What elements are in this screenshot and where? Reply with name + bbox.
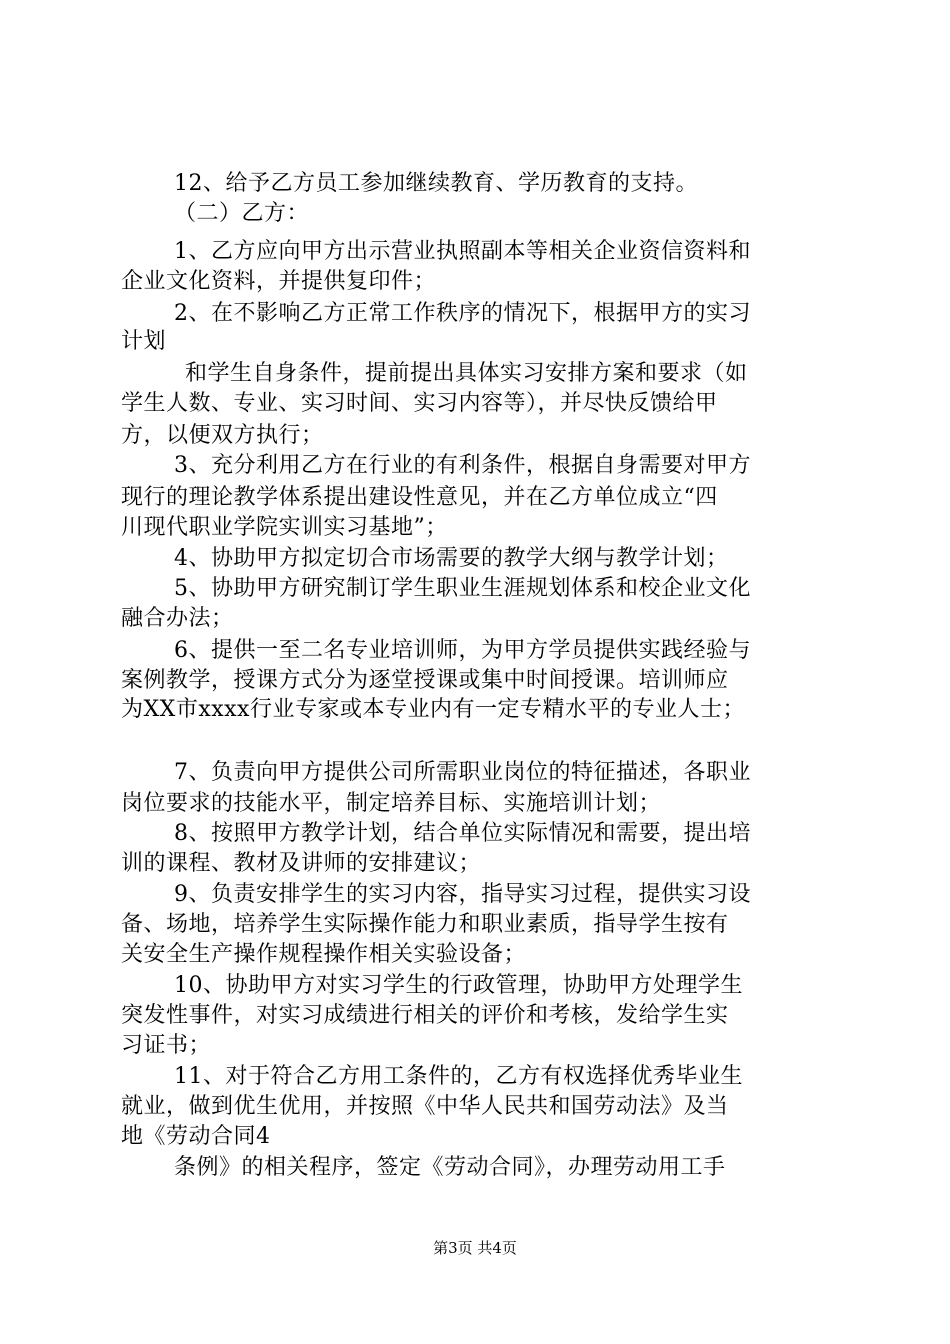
text-line: 地《劳动合同4 [121,1124,271,1149]
text-line: 习证书； [121,1033,212,1058]
text-line: 训的课程、教材及讲师的安排建议； [121,851,482,876]
text-line: 突发性事件，对实习成绩进行相关的评价和考核，发给学生实 [121,1003,729,1028]
text-line: 备、场地，培养学生实际操作能力和职业素质，指导学生按有 [121,912,729,937]
text-line: 现行的理论教学体系提出建设性意见，并在乙方单位成立“四 [121,485,718,510]
text-line: 关安全生产操作规程操作相关实验设备； [121,942,527,967]
text-line: 融合办法； [121,606,234,631]
text-line: 1、乙方应向甲方出示营业执照副本等相关企业资信资料和 [174,239,751,264]
text-line: 企业文化资料，并提供复印件； [121,269,437,294]
text-line: 3、充分利用乙方在行业的有利条件，根据自身需要对甲方 [174,453,751,478]
text-line: 岗位要求的技能水平，制定培养目标、实施培训计划； [121,791,662,816]
text-line: 和学生自身条件，提前提出具体实习安排方案和要求（如 [185,361,748,386]
text-line: 2、在不影响乙方正常工作秩序的情况下，根据甲方的实习 [174,301,751,326]
text-line: 11、对于符合乙方用工条件的，乙方有权选择优秀毕业生 [174,1064,743,1089]
text-line: 8、按照甲方教学计划，结合单位实际情况和需要，提出培 [174,821,751,846]
text-line: 为XX市xxxx行业专家或本专业内有一定专精水平的专业人士； [121,697,745,722]
text-line: 9、负责安排学生的实习内容，指导实习过程，提供实习设 [174,882,751,907]
text-line: 学生人数、专业、实习时间、实习内容等），并尽快反馈给甲 [121,391,718,416]
text-line: 10、协助甲方对实习学生的行政管理，协助甲方处理学生 [174,973,743,998]
text-line: 就业，做到优生优用，并按照《中华人民共和国劳动法》及当 [121,1094,729,1119]
text-line: 条例》的相关程序，签定《劳动合同》，办理劳动用工手 [174,1155,726,1180]
text-line: （二）乙方： [174,201,310,226]
text-line: 计划 [121,329,167,354]
text-line: 5、协助甲方研究制订学生职业生涯规划体系和校企业文化 [174,576,751,601]
text-line: 12、给予乙方员工参加继续教育、学历教育的支持。 [174,171,698,196]
text-line: 7、负责向甲方提供公司所需职业岗位的特征描述，各职业 [174,760,751,785]
text-line: 6、提供一至二名专业培训师，为甲方学员提供实践经验与 [174,638,751,663]
text-line: 方，以便双方执行； [121,423,324,448]
text-line: 4、协助甲方拟定切合市场需要的教学大纲与教学计划； [174,546,729,571]
text-line: 川现代职业学院实训实习基地”； [121,515,448,540]
text-line: 案例教学，授课方式分为逐堂授课或集中时间授课。培训师应 [121,668,729,693]
page-footer: 第3页 共4页 [433,1239,517,1257]
